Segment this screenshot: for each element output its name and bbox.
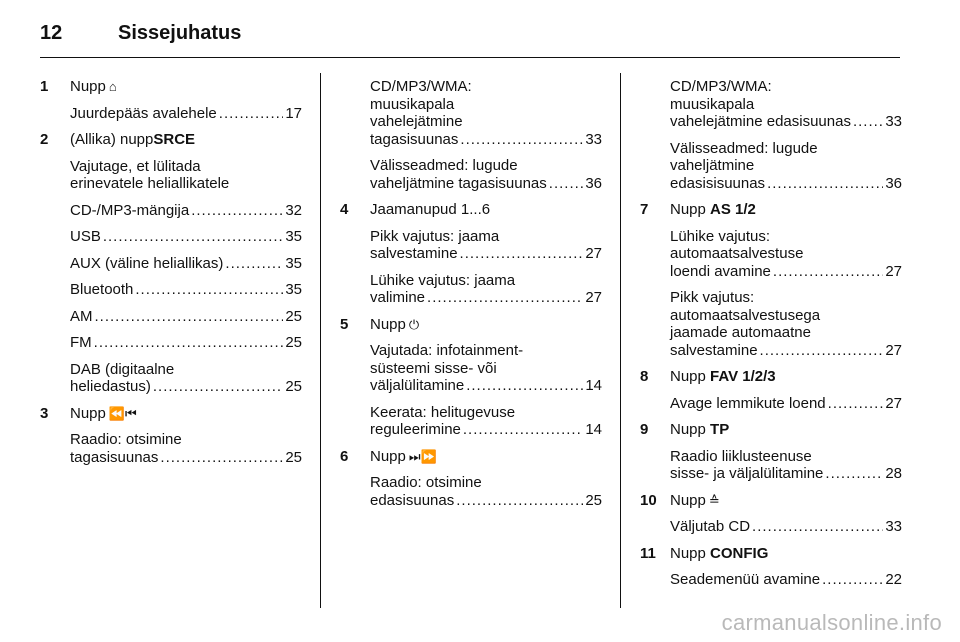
page-reference: 25: [285, 448, 302, 466]
dot-leader: [460, 131, 583, 149]
entry-text: tagasisuunas: [370, 130, 459, 148]
index-entry: [70, 281, 302, 299]
item-label-bold: CONFIG: [710, 544, 769, 562]
entry-last-line: [70, 308, 302, 326]
entry-text-line: süsteemi sisse- või: [370, 359, 497, 377]
entry-text-line: Vajutada: infotainment-: [370, 342, 524, 359]
entry-last-line: [70, 449, 302, 467]
page-reference: 25: [285, 307, 302, 325]
entry-text-line: muusikapala: [370, 95, 455, 113]
dot-leader: [225, 255, 283, 273]
page-reference: 33: [885, 113, 902, 130]
item-label: [670, 368, 902, 386]
entry-last-line: [70, 334, 302, 352]
dot-leader: [460, 245, 584, 263]
index-entry: [370, 404, 602, 439]
page-reference: 35: [285, 254, 302, 272]
entry-last-line: [670, 518, 902, 536]
entry-text-line: Raadio liiklusteenuse: [670, 447, 812, 465]
entry-text: salvestamine: [370, 245, 458, 262]
page-reference: 27: [585, 245, 602, 262]
page-reference: 27: [585, 289, 602, 306]
index-entry: [70, 308, 302, 326]
item-number: 6: [340, 447, 349, 465]
entry-text-line: Lühike vajutus:: [670, 227, 771, 245]
entry-text-line: CD/MP3/WMA:: [670, 78, 772, 95]
entry-last-line: [70, 378, 302, 396]
control-symbol-icon: ⏭⏩: [408, 448, 437, 464]
page-reference: 35: [285, 281, 302, 298]
page-reference: 35: [285, 228, 302, 245]
page-reference: 33: [885, 518, 902, 535]
entry-last-line: [670, 571, 902, 589]
entry-text: vaheljätmine tagasisuunas: [370, 174, 547, 192]
item-heading: [340, 201, 602, 219]
page-reference: 25: [285, 378, 302, 395]
entry-last-line: [370, 377, 602, 395]
index-entry: [370, 78, 602, 148]
dot-leader: [773, 263, 883, 281]
entry-text: valimine: [370, 289, 426, 306]
item-heading: [40, 78, 302, 96]
page-reference: 36: [585, 174, 602, 192]
page-reference: 27: [885, 394, 902, 412]
page-reference: 28: [885, 465, 902, 482]
entry-last-line: [670, 342, 902, 360]
dot-leader: [95, 308, 284, 326]
index-entry: [670, 228, 902, 281]
dot-leader: [825, 465, 883, 483]
index-entry: [670, 518, 902, 536]
item-heading: [40, 131, 302, 149]
entry-text: erinevatele heliallikatele: [70, 175, 230, 192]
index-item: [340, 448, 602, 510]
entry-text: Seademenüü avamine: [670, 571, 821, 588]
dot-leader: [160, 449, 283, 467]
page-reference: 25: [285, 334, 302, 351]
item-label: [70, 131, 302, 149]
index-entry: [70, 334, 302, 352]
item-heading: [340, 316, 602, 334]
dot-leader: [828, 395, 884, 413]
dot-leader: [94, 334, 284, 352]
entry-text-line: muusikapala: [670, 95, 755, 113]
page-reference: 32: [285, 201, 302, 219]
item-label-text: Jaamanupud 1...6: [370, 201, 491, 218]
entry-text-line: Raadio: otsimine: [70, 431, 182, 448]
index-entry: [370, 342, 602, 395]
entry-last-line: [670, 113, 902, 131]
dot-leader: [463, 421, 583, 439]
entry-text-line: CD/MP3/WMA:: [370, 78, 472, 95]
page-reference: 14: [585, 377, 602, 394]
control-symbol-icon: ≙: [708, 492, 720, 508]
index-item: [640, 201, 902, 359]
entry-text: Avage lemmikute loend: [670, 394, 826, 412]
index-item: [640, 492, 902, 536]
entry-text: edasisuunas: [370, 491, 455, 509]
item-number: 9: [640, 421, 649, 438]
dot-leader: [760, 342, 884, 360]
item-number: 7: [640, 201, 649, 218]
index-item: [640, 545, 902, 589]
page-reference: 17: [285, 104, 302, 122]
entry-last-line: [70, 255, 302, 273]
entry-text: vahelejätmine edasisuunas: [670, 113, 851, 130]
index-entry: [670, 140, 902, 193]
page-reference: 25: [585, 491, 602, 509]
page-reference: 27: [885, 341, 902, 359]
index-entry: [370, 272, 602, 307]
dot-leader: [191, 202, 283, 220]
item-heading: [340, 448, 602, 466]
dot-leader: [219, 105, 284, 123]
item-label-text: Nupp: [670, 544, 711, 562]
dot-leader: [135, 281, 283, 299]
item-heading: [640, 421, 902, 439]
entry-text: AUX (väline heliallikas): [70, 254, 224, 272]
entry-text: Bluetooth: [70, 281, 134, 298]
item-number: 2: [40, 131, 49, 148]
entry-text: sisse- ja väljalülitamine: [670, 465, 824, 482]
entry-last-line: [370, 131, 602, 149]
entry-last-line: [670, 395, 902, 413]
index-entry: [70, 255, 302, 273]
entry-text-line: vaheljätmine: [670, 157, 755, 174]
index-entry: [70, 158, 302, 193]
index-entry: [670, 571, 902, 589]
item-label-text: Nupp: [670, 201, 711, 218]
item-label-bold: TP: [710, 421, 730, 438]
dot-leader: [767, 175, 883, 193]
item-number: 4: [340, 201, 349, 218]
index-entry: [670, 395, 902, 413]
item-label-text: Nupp: [670, 368, 711, 385]
entry-last-line: [370, 175, 602, 193]
dot-leader: [456, 492, 583, 510]
page-reference: 36: [885, 174, 902, 192]
entry-text: heliedastus): [70, 378, 151, 395]
page-title: Sissejuhatus: [118, 22, 242, 44]
entry-text: FM: [70, 334, 92, 351]
entry-last-line: [370, 492, 602, 510]
item-label: [370, 316, 602, 334]
dot-leader: [549, 175, 584, 193]
item-label: [370, 201, 602, 219]
entry-last-line: [70, 175, 302, 193]
index-item: [640, 421, 902, 483]
page-reference: 22: [885, 571, 902, 588]
dot-leader: [752, 518, 883, 536]
index-entry: [70, 431, 302, 466]
item-number: 5: [340, 315, 349, 333]
item-label-text: Nupp: [370, 315, 406, 333]
column-2: [340, 78, 602, 518]
control-symbol-icon: ⏪⏮: [108, 405, 137, 421]
dot-leader: [822, 571, 883, 589]
entry-text: salvestamine: [670, 341, 758, 359]
item-label: [70, 405, 302, 423]
item-label-bold: AS 1/2: [710, 201, 756, 218]
index-item: [40, 405, 302, 467]
entry-text-line: automaatsalvestusega: [670, 306, 821, 324]
entry-last-line: [370, 245, 602, 263]
item-label: [370, 448, 602, 466]
column-divider-1: [320, 73, 321, 608]
index-entry: [70, 105, 302, 123]
watermark: carmanualsonline.info: [721, 610, 942, 635]
item-label: [670, 545, 902, 563]
entry-text-line: Välisseadmed: lugude: [370, 157, 518, 174]
item-number: 3: [40, 404, 49, 422]
entry-text-line: DAB (digitaalne: [70, 360, 175, 378]
entry-last-line: [370, 289, 602, 307]
index-item: [340, 78, 602, 192]
column-3: [640, 78, 902, 598]
page-header: [40, 22, 241, 44]
index-entry: [670, 448, 902, 483]
item-label-bold: SRCE: [153, 131, 196, 148]
item-label: [670, 492, 902, 510]
index-entry: [670, 289, 902, 359]
entry-text: reguleerimine: [370, 421, 461, 438]
entry-text-line: Lühike vajutus: jaama: [370, 271, 516, 289]
index-item: [340, 316, 602, 439]
dot-leader: [853, 113, 883, 131]
entry-text-line: Keerata: helitugevuse: [370, 403, 516, 421]
entry-last-line: [670, 263, 902, 281]
entry-text-line: Pikk vajutus: jaama: [370, 227, 500, 245]
entry-last-line: [670, 175, 902, 193]
entry-last-line: [370, 421, 602, 439]
entry-text: Väljutab CD: [670, 518, 751, 535]
index-entry: [670, 78, 902, 131]
item-heading: [40, 405, 302, 423]
entry-text: Juurdepääs avalehele: [70, 104, 217, 122]
index-entry: [370, 474, 602, 509]
header-divider: [40, 57, 900, 58]
entry-text-line: automaatsalvestuse: [670, 245, 804, 262]
item-number: 11: [640, 544, 656, 562]
index-entry: [70, 361, 302, 396]
item-label: [70, 78, 302, 96]
item-label-text: Nupp: [70, 78, 106, 95]
entry-last-line: [70, 228, 302, 246]
dot-leader: [103, 228, 283, 246]
index-item: [340, 201, 602, 307]
control-symbol-icon: ⏻: [408, 316, 420, 332]
index-item: [40, 131, 302, 396]
item-heading: [640, 545, 902, 563]
entry-text: CD-/MP3-mängija: [70, 201, 190, 219]
page-number: 12: [40, 22, 63, 44]
item-number: 8: [640, 368, 649, 385]
dot-leader: [153, 378, 283, 396]
entry-text: edasisisuunas: [670, 174, 766, 192]
index-entry: [70, 202, 302, 220]
page-reference: 27: [885, 262, 902, 280]
index-item: [40, 78, 302, 122]
entry-text-line: Välisseadmed: lugude: [670, 139, 818, 157]
entry-text-line: Raadio: otsimine: [370, 474, 482, 491]
dot-leader: [427, 289, 583, 307]
entry-text: loendi avamine: [670, 262, 771, 280]
column-divider-2: [620, 73, 621, 608]
index-entry: [70, 228, 302, 246]
column-1: [40, 78, 302, 475]
index-item: [640, 78, 902, 192]
entry-text: väljalülitamine: [370, 377, 465, 394]
item-label-text: Nupp: [70, 404, 106, 422]
page-reference: 33: [585, 130, 602, 148]
entry-text: tagasisuunas: [70, 448, 159, 466]
item-label-text: Nupp: [670, 421, 711, 438]
index-item: [640, 368, 902, 412]
entry-text-line: Pikk vajutus:: [670, 289, 755, 306]
page-reference: 14: [585, 421, 602, 438]
entry-last-line: [70, 281, 302, 299]
item-label: [670, 201, 902, 219]
item-label-text: Nupp: [670, 491, 706, 509]
item-number: 10: [640, 491, 657, 509]
entry-text: USB: [70, 228, 101, 245]
item-number: 1: [40, 78, 49, 95]
item-label-bold: FAV 1/2/3: [710, 368, 776, 385]
item-heading: [640, 492, 902, 510]
item-heading: [640, 201, 902, 219]
entry-text: AM: [70, 307, 93, 325]
entry-text-line: jaamade automaatne: [670, 324, 811, 341]
entry-last-line: [670, 465, 902, 483]
entry-text-line: Vajutage, et lülitada: [70, 157, 201, 175]
dot-leader: [466, 377, 583, 395]
entry-text-line: vahelejätmine: [370, 113, 463, 130]
item-heading: [640, 368, 902, 386]
control-symbol-icon: ⌂: [108, 79, 117, 94]
index-entry: [370, 157, 602, 192]
entry-last-line: [70, 105, 302, 123]
index-entry: [370, 228, 602, 263]
item-label: [670, 421, 902, 439]
entry-last-line: [70, 202, 302, 220]
item-label-text: (Allika) nupp: [70, 131, 154, 148]
item-label-text: Nupp: [370, 447, 406, 465]
